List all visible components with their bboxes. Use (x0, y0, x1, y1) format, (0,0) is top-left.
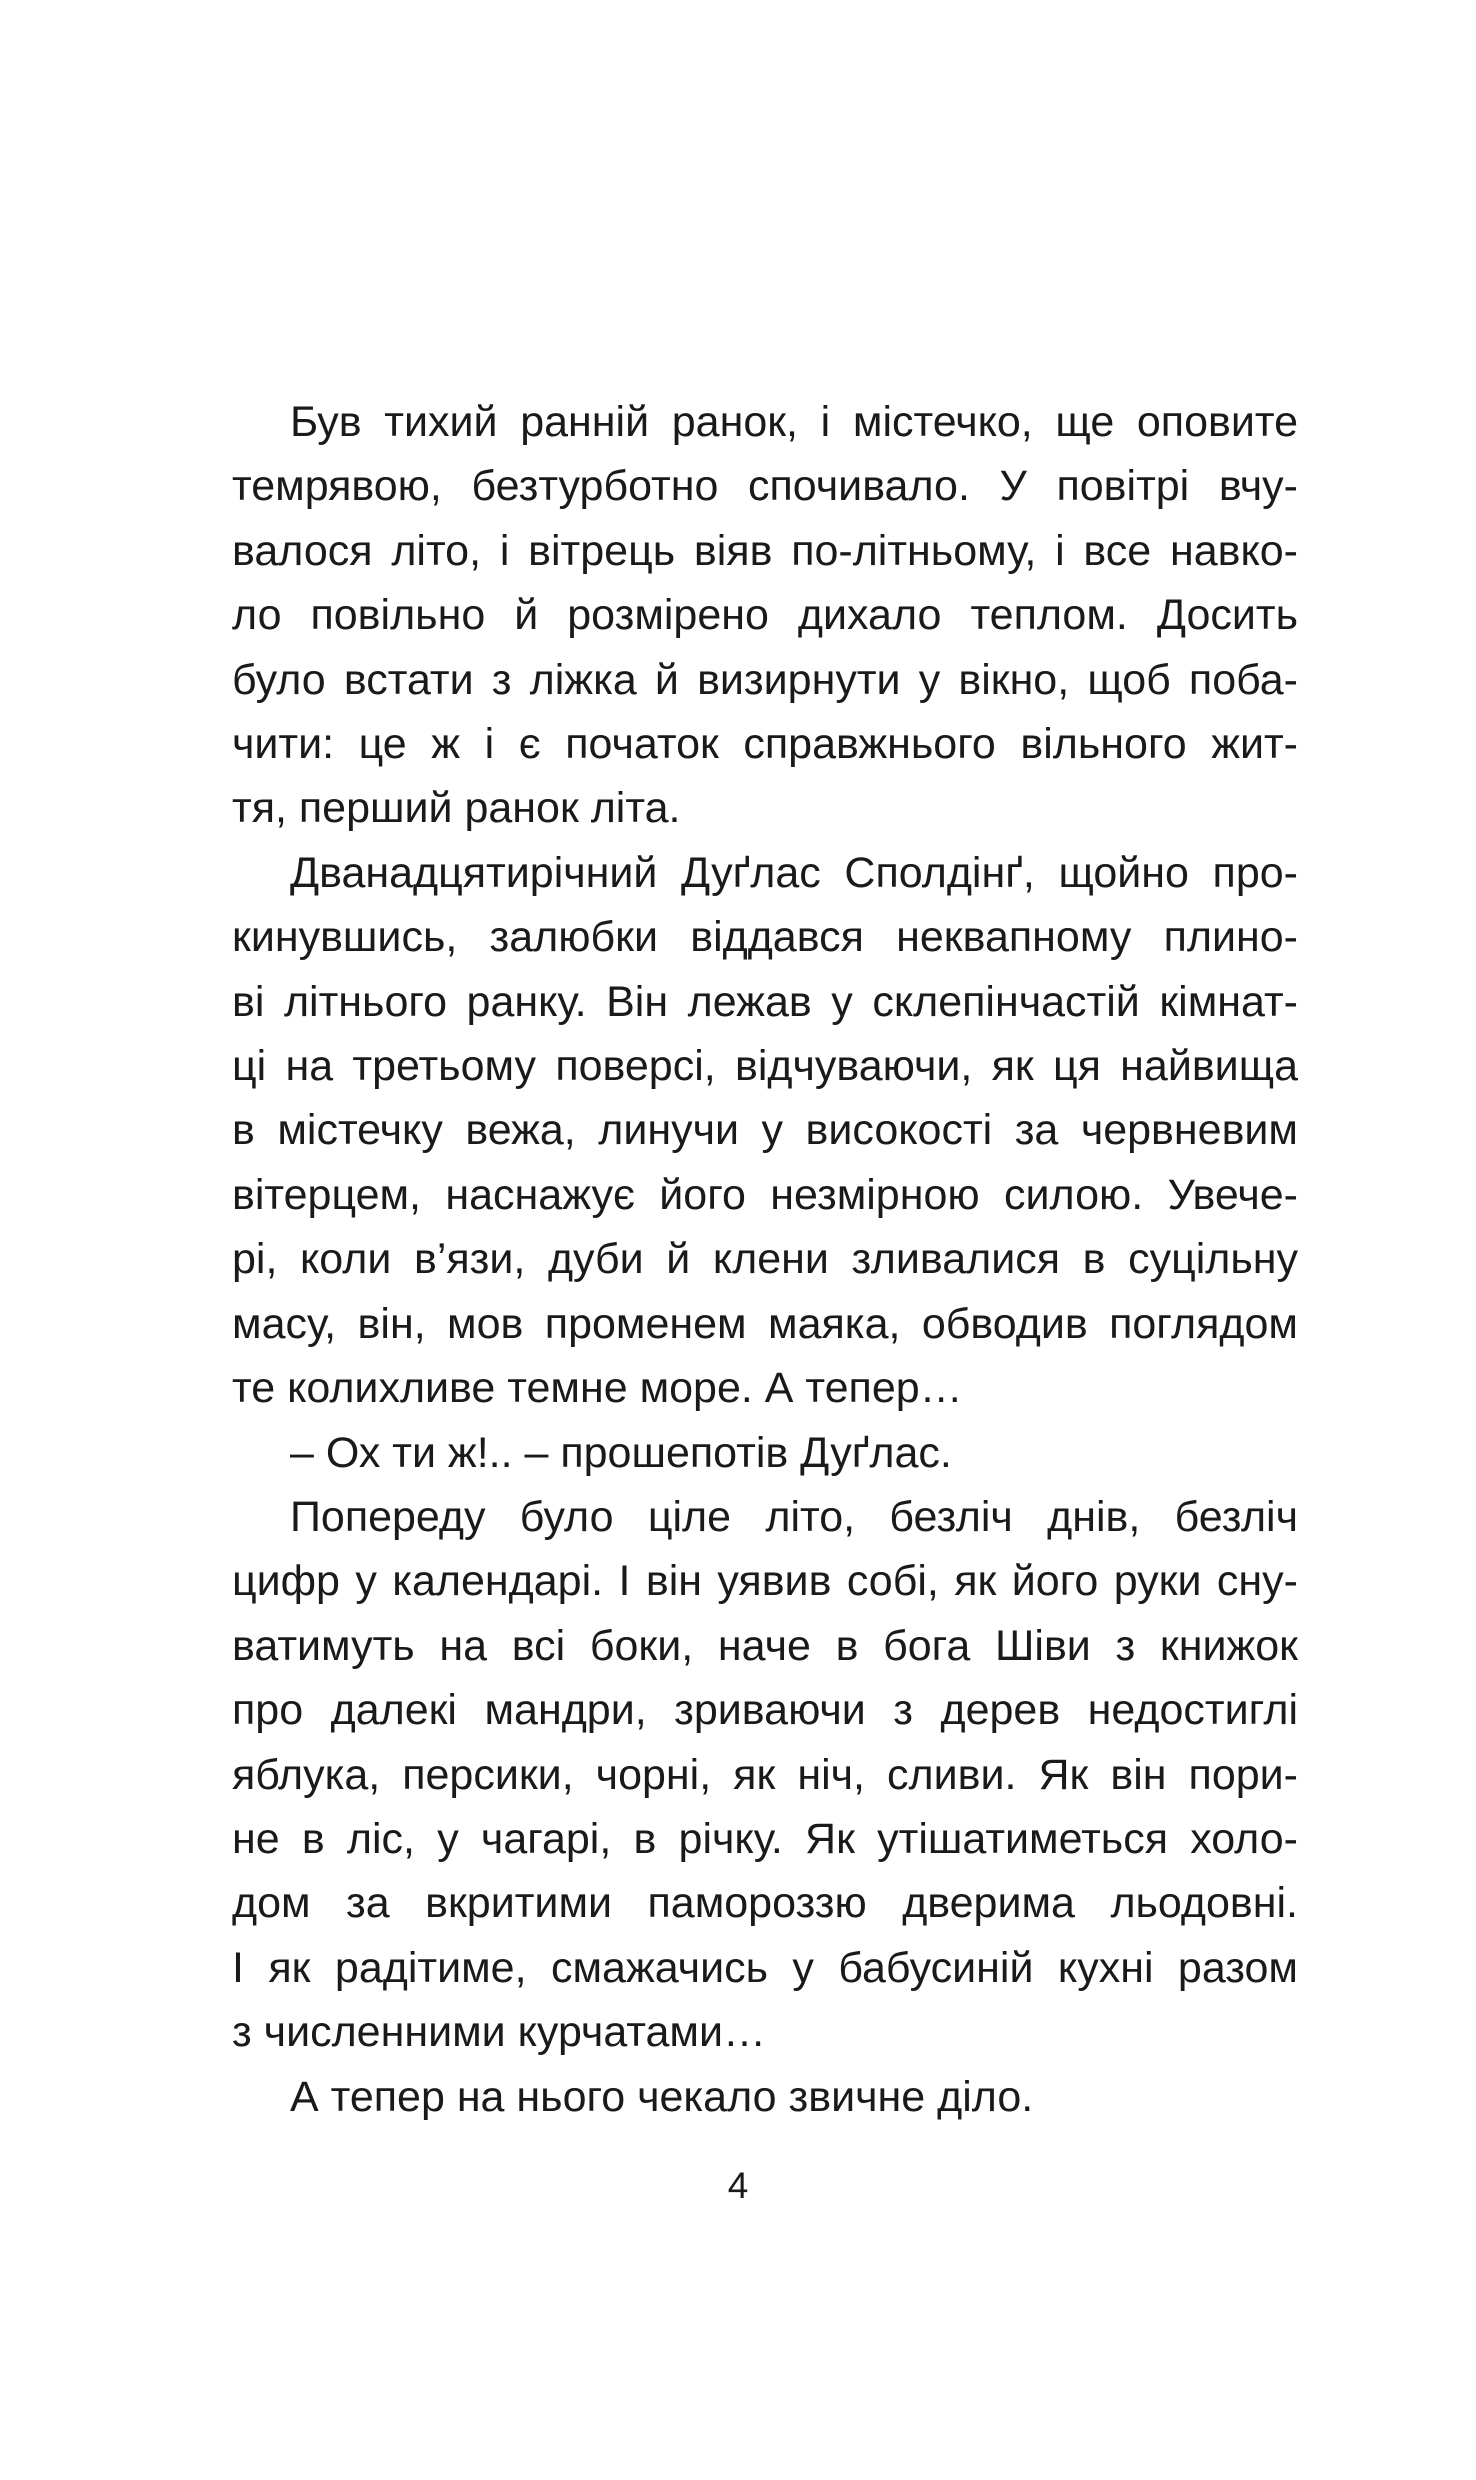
text-line: валося літо, і вітрець віяв по-літньому, і все навко- (232, 526, 1298, 575)
text-line: ві літнього ранку. Він лежав у склепінчастій кімнат- (232, 977, 1298, 1026)
text-line: з численними курчатами… (232, 2008, 766, 2057)
text-line: кинувшись, залюбки віддався неквапному плино- (232, 913, 1298, 962)
text-line: І як радітиме, смажачись у бабусиній кухні разом (232, 1943, 1298, 1992)
text-line: про далекі мандри, зриваючи з дерев недостиглі (232, 1686, 1298, 1735)
paragraph-3 (232, 1421, 1298, 1485)
body-text (232, 390, 1298, 2129)
text-line: яблука, персики, чорні, як ніч, сливи. Як він пори- (232, 1750, 1298, 1799)
paragraph-2 (232, 841, 1298, 1421)
text-line: Дванадцятирічний Дуґлас Сполдінґ, щойно про- (290, 848, 1298, 897)
text-line: те колихливе темне море. А тепер… (232, 1364, 963, 1413)
text-line: тя, перший ранок літа. (232, 784, 681, 833)
text-line: масу, він, мов променем маяка, обводив поглядом (232, 1299, 1298, 1348)
text-line: в містечку вежа, линучи у високості за червневим (232, 1106, 1298, 1155)
text-line: дом за вкритими памороззю дверима льодовні. (232, 1879, 1298, 1928)
text-line: цифр у календарі. І він уявив собі, як його руки сну- (232, 1557, 1298, 1606)
paragraph-5 (232, 2065, 1298, 2129)
text-line: – Ох ти ж!.. – прошепотів Дуґлас. (290, 1428, 952, 1477)
text-line: вітерцем, наснажує його незмірною силою. Увече- (232, 1170, 1298, 1219)
paragraph-4 (232, 1485, 1298, 2065)
text-line: ці на третьому поверсі, відчуваючи, як ця найвища (232, 1042, 1298, 1091)
text-line: А тепер на нього чекало звичне діло. (290, 2072, 1034, 2121)
text-line: Попереду було ціле літо, безліч днів, безліч (290, 1492, 1298, 1541)
paragraph-1 (232, 390, 1298, 841)
text-line: не в ліс, у чагарі, в річку. Як утішатиметься холо- (232, 1814, 1298, 1863)
text-line: ватимуть на всі боки, наче в бога Шіви з книжок (232, 1621, 1298, 1670)
text-line: рі, коли в’язи, дуби й клени зливалися в суцільну (232, 1235, 1298, 1284)
text-line: чити: це ж і є початок справжнього вільного жит- (232, 720, 1298, 769)
page-number: 4 (727, 2165, 749, 2206)
text-line: ло повільно й розмірено дихало теплом. Досить (232, 591, 1298, 640)
text-line: Був тихий ранній ранок, і містечко, ще оповите (290, 398, 1298, 446)
text-line: було встати з ліжка й визирнути у вікно, щоб поба- (232, 655, 1298, 704)
text-line: темрявою, безтурботно спочивало. У повітрі вчу- (232, 462, 1298, 511)
